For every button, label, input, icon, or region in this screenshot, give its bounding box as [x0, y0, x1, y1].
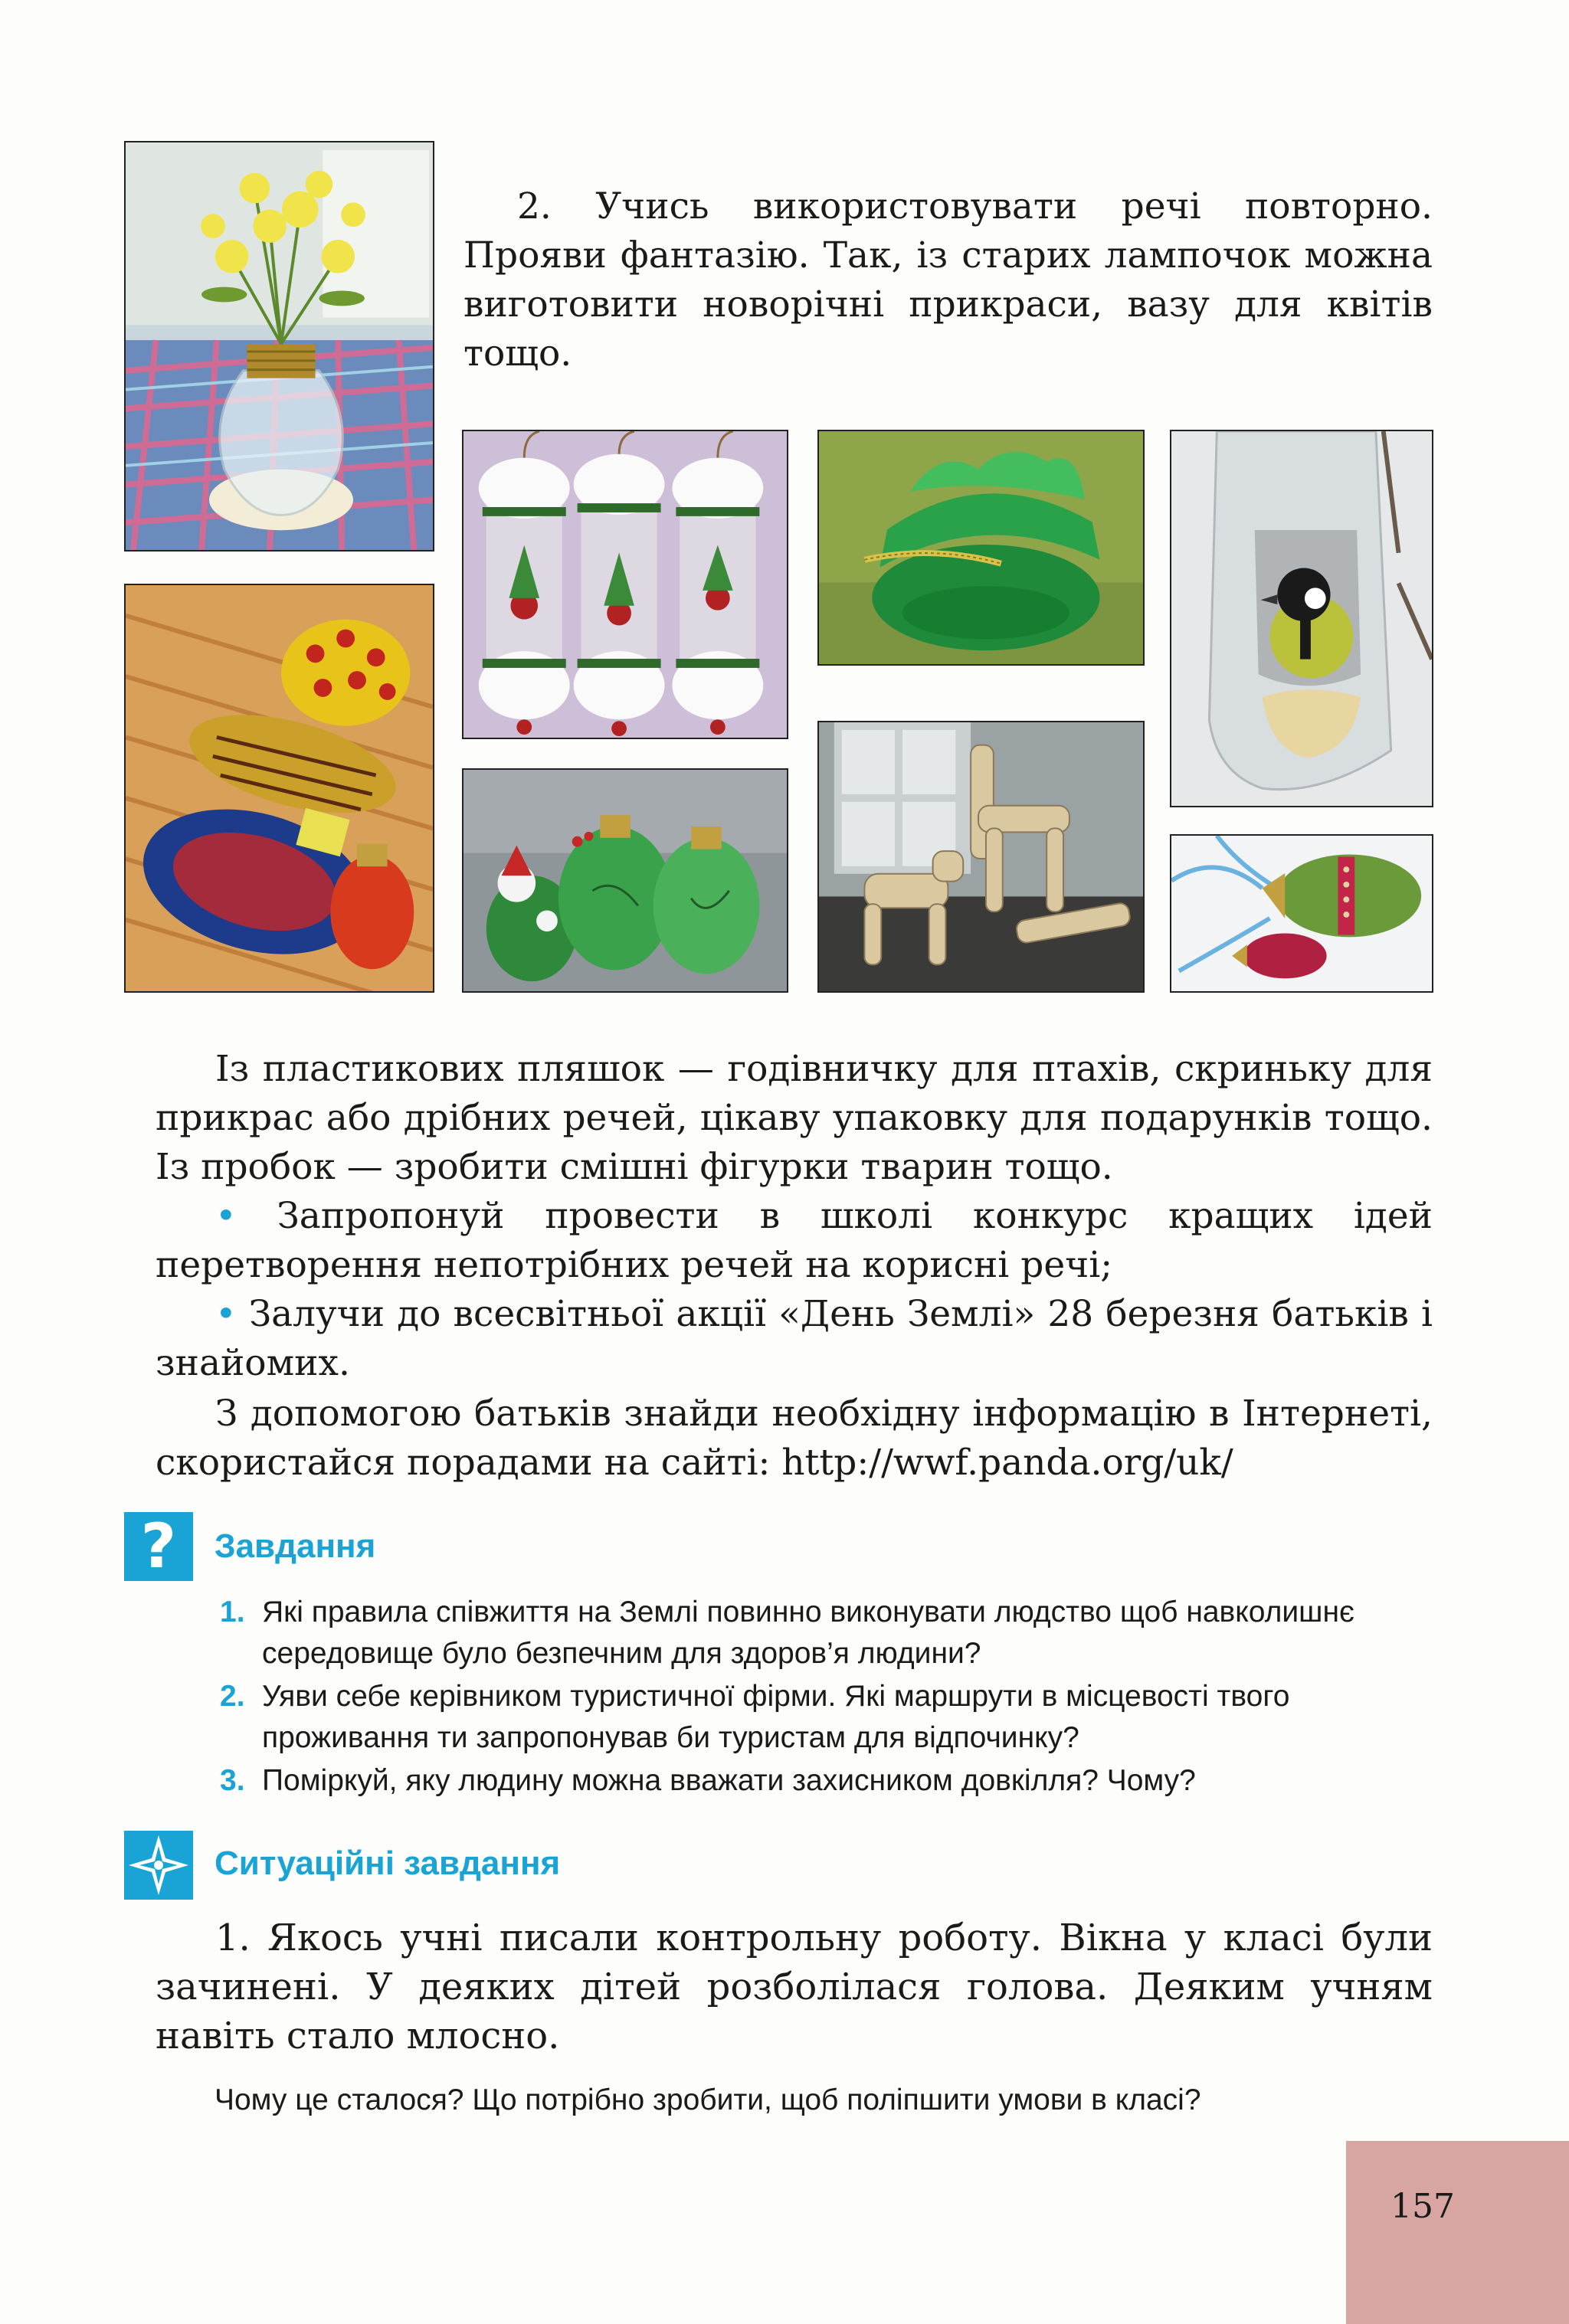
intro-paragraph: 2. Учись використовувати речі повторно. Прояви фантазію. Так, із старих лампочок можна виготовити новорічні прикраси, вазу для квітів тощо. [463, 185, 1433, 375]
photo-green-ornaments [462, 768, 788, 993]
bullet-text: Запропонуй провести в школі конкурс кращих ідей перетворення непотрібних речей на корисні речі; [156, 1195, 1433, 1286]
task-item [220, 1760, 1446, 1802]
page-number-box [1346, 2141, 1569, 2324]
tasks-list [220, 1592, 1446, 1803]
bullet-text: Залучи до всесвітньої акції «День Землі» 28 березня батьків і знайомих. [156, 1293, 1433, 1384]
task-text: Уяви себе керівником туристичної фірми. Які маршрути в місцевості твого проживання ти запропонував би туристам для відпочинку? [262, 1680, 1290, 1754]
bullet-dot: • [215, 1293, 237, 1335]
page-number: 157 [1390, 2187, 1455, 2226]
tasks-title: Завдання [215, 1527, 376, 1565]
bullet-dot: • [215, 1195, 237, 1237]
question-icon [124, 1512, 193, 1581]
situational-task-text: 1. Якось учні писали контрольну роботу. Вікна у класі були зачинені. У деяких дітей розболілася голова. Деяким учням навіть стало млосно. [156, 1916, 1433, 2057]
bullet-item-1 [156, 1192, 1433, 1290]
photo-bird-feeder [1170, 430, 1433, 807]
photo-bottle-ornaments [462, 430, 788, 739]
photo-bottle-box [817, 430, 1145, 666]
task-item [220, 1676, 1446, 1759]
bullet-item-2 [156, 1290, 1433, 1388]
body-paragraph-1: Із пластикових пляшок — годівничку для птахів, скриньку для прикрас або дрібних речей, цікаву упаковку для подарунків тощо. Із пробок — зробити смішні фігурки тварин тощо. [156, 1048, 1433, 1188]
question-glyph: ? [140, 1511, 177, 1582]
body-paragraph-2: З допомогою батьків знайди необхідну інформацію в Інтернеті, скористайся порадами на сайті: http://wwf.panda.org/uk/ [156, 1393, 1433, 1484]
task-text: Поміркуй, яку людину можна вважати захисником довкілля? Чому? [262, 1764, 1196, 1797]
photo-ribbon-ornaments [1170, 834, 1433, 993]
task-number: 2. [220, 1680, 245, 1713]
task-item [220, 1592, 1446, 1674]
situational-question: Чому це сталося? Що потрібно зробити, щоб поліпшити умови в класі? [215, 2083, 1201, 2116]
situational-title: Ситуаційні завдання [215, 1844, 561, 1882]
photo-bulb-vase [124, 141, 434, 552]
compass-icon [124, 1831, 193, 1900]
task-number: 3. [220, 1764, 245, 1797]
task-number: 1. [220, 1596, 245, 1628]
photo-cork-animals [817, 721, 1145, 993]
photo-painted-bulbs [124, 584, 434, 993]
task-text: Які правила співжиття на Землі повинно виконувати людство щоб навколишнє середовище було безпечним для здоров’я людини? [262, 1596, 1354, 1670]
